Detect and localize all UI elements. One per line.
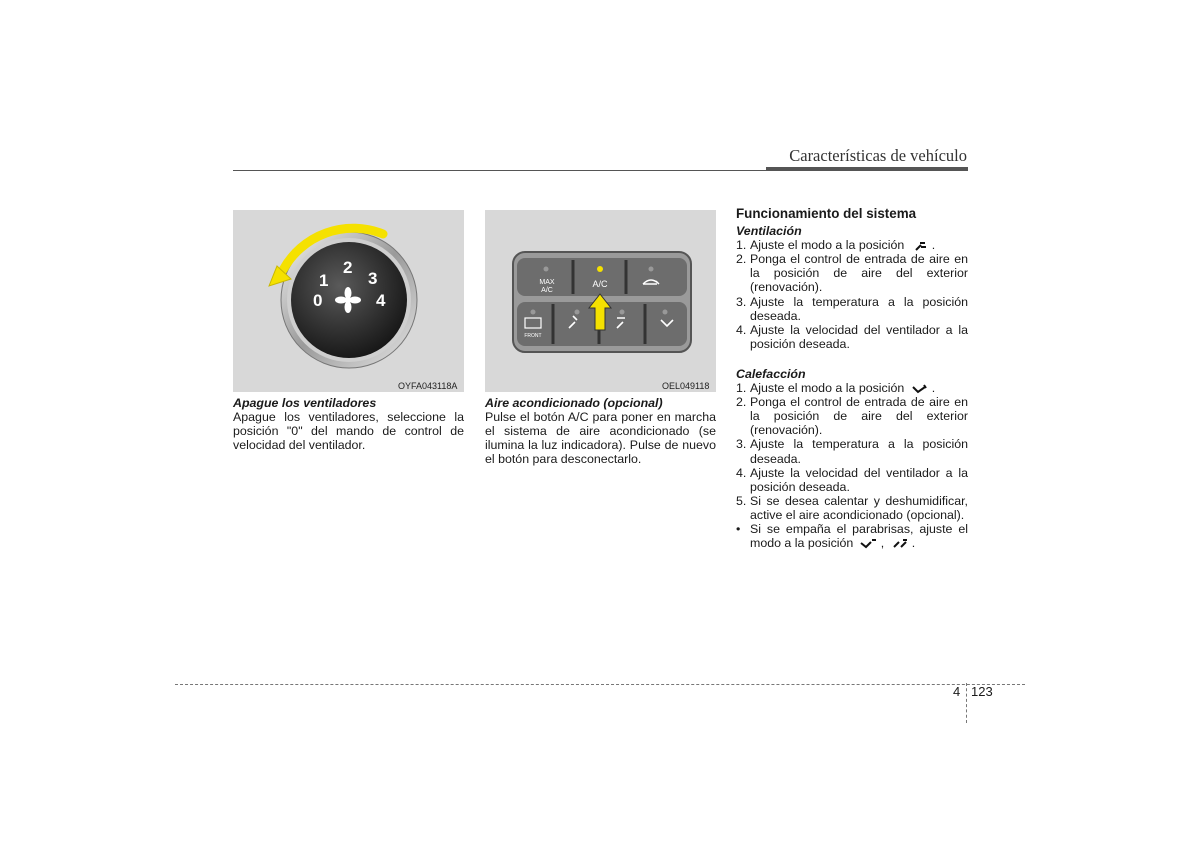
climate-panel-figure xyxy=(485,210,716,392)
floor-defrost-vent-icon xyxy=(860,539,878,549)
body-fans-off: Apague los ventiladores, seleccione la posición "0" del mando de control de velocidad del ventilador. xyxy=(233,410,464,453)
max-ac-label-1: MAX xyxy=(539,279,555,286)
list-item: • Si se empaña el parabrisas, ajuste el modo a la posición , . xyxy=(736,521,968,551)
fan-dial-figure xyxy=(233,210,464,392)
list-item: 3. Ajuste la temperatura a la posición deseada. xyxy=(736,437,968,466)
dial-label-2: 2 xyxy=(343,258,353,277)
front-label: FRONT xyxy=(524,333,542,339)
dial-label-0: 0 xyxy=(313,291,323,310)
body-air-conditioning: Pulse el botón A/C para poner en marcha el sistema de aire acondicionado (se ilumina la luz indicadora). Pulse de nuevo el botón para desconectarlo. xyxy=(485,410,716,467)
footer-divider xyxy=(966,683,967,723)
list-item: 5. Si se desea calentar y deshumidificar, active el aire acondicionado (opcional). xyxy=(736,493,968,522)
subheading-heating: Calefacción xyxy=(736,366,806,381)
list-item: 1. Ajuste el modo a la posición . xyxy=(736,238,936,253)
list-item: 4. Ajuste la velocidad del ventilador a la posición deseada. xyxy=(736,322,968,351)
caption-air-conditioning: Aire acondicionado (opcional) xyxy=(485,396,663,410)
right-column xyxy=(736,207,968,550)
list-item: 2. Ponga el control de entrada de aire en la posición de aire del exterior (renovación). xyxy=(736,252,968,295)
max-ac-label-2: A/C xyxy=(541,287,553,294)
page-header-title: Características de vehículo xyxy=(789,146,967,165)
dial-label-1: 1 xyxy=(319,271,329,290)
dial-label-4: 4 xyxy=(376,291,386,310)
section-title: Funcionamiento del sistema xyxy=(736,206,917,221)
dial-label-3: 3 xyxy=(368,269,378,288)
header-accent-bar xyxy=(766,167,968,171)
middle-column xyxy=(485,396,716,466)
caption-fans-off: Apague los ventiladores xyxy=(233,396,377,410)
list-item: 2. Ponga el control de entrada de aire en la posición de aire del exterior (renovación). xyxy=(736,395,968,438)
page-number: 123 xyxy=(971,684,993,699)
floor-vent-icon xyxy=(911,384,929,394)
list-item: 1. Ajuste el modo a la posición . xyxy=(736,381,936,396)
face-vent-icon xyxy=(911,241,929,251)
heating-steps xyxy=(736,381,968,522)
chapter-number: 4 xyxy=(953,684,961,699)
figure-code: OEL049118 xyxy=(662,381,710,391)
defrost-vent-icon xyxy=(891,539,909,549)
footer-rule xyxy=(175,684,1025,685)
list-item: 4. Ajuste la velocidad del ventilador a la posición deseada. xyxy=(736,465,968,494)
ventilation-steps xyxy=(736,238,968,351)
header-rule xyxy=(233,170,766,171)
ac-button-label: A/C xyxy=(592,279,608,289)
list-item: 3. Ajuste la temperatura a la posición deseada. xyxy=(736,294,968,323)
subheading-ventilation: Ventilación xyxy=(736,224,802,239)
heating-notes xyxy=(736,522,968,550)
left-column xyxy=(233,396,464,452)
figure-code: OYFA043118A xyxy=(398,381,458,391)
